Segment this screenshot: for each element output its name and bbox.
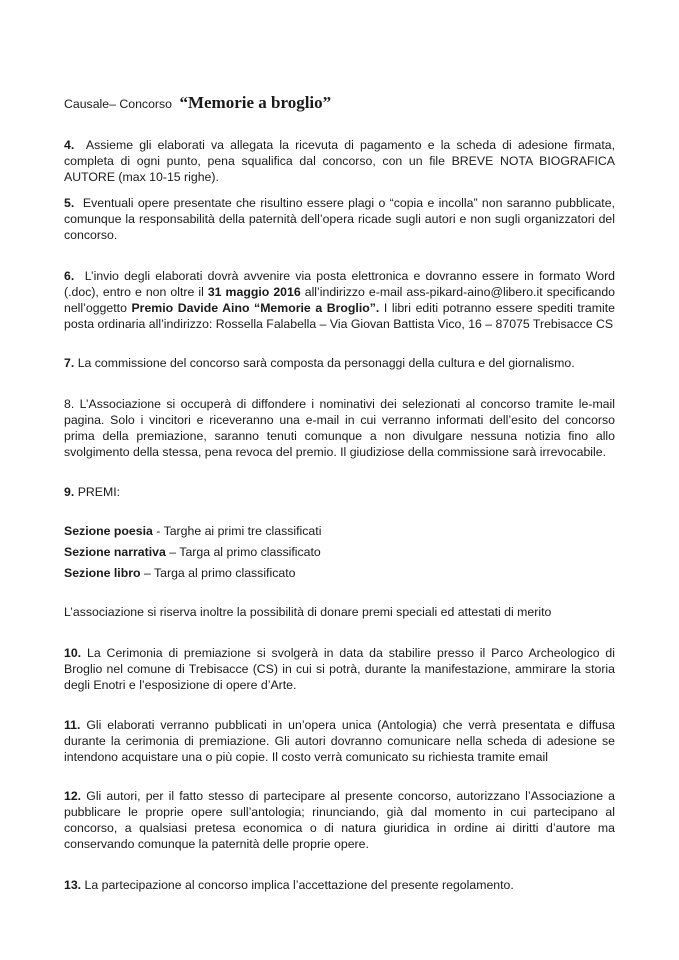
rule-text: PREMI: xyxy=(77,485,121,499)
rule-number: 4. xyxy=(64,138,75,152)
rule-4 xyxy=(64,137,615,185)
prize-section: Sezione narrativa xyxy=(64,545,166,559)
prize-row xyxy=(64,544,321,560)
rule-10 xyxy=(64,645,615,693)
deadline-date: 31 maggio 2016 xyxy=(207,285,301,299)
note-text: L’associazione si riserva inoltre la possibilità di donare premi speciali ed attestati di merito xyxy=(64,605,552,619)
prize-row xyxy=(64,565,295,581)
rule-text: 8. L’Associazione si occuperà di diffondere i nominativi dei selezionati al concorso tramite le-mail pagina. Solo i vincitori e riceveranno una e-mail in cui verranno informati dell’esito del concorso prima della premiazione, saranno tenuti comunque a non divulgare nessuna notizia fino allo svolgimento della stessa, pena revoca del premio. Il giudiziose della commissione sarà irrevocabile. xyxy=(64,397,615,459)
prize-section: Sezione libro xyxy=(64,566,141,580)
prize-description: Targa al primo classificato xyxy=(153,566,296,580)
rule-number: 10. xyxy=(64,646,82,660)
rule-text-part2: all’indirizzo e-mail ass-pikard-aino@libero.it specificando nell’oggetto xyxy=(64,285,616,315)
rule-5 xyxy=(64,195,615,243)
prize-description: Targa al primo classificato xyxy=(179,545,321,559)
email-subject: Premio Davide Aino “Memorie a Broglio”. xyxy=(131,301,380,315)
rule-text: La partecipazione al concorso implica l’accettazione del presente regolamento. xyxy=(84,878,514,892)
prize-separator: – xyxy=(165,545,180,559)
special-prizes-note xyxy=(64,604,551,620)
rule-text: Eventuali opere presentate che risultino essere plagi o “copia e incolla” non saranno pubblicate, comunque la responsabilità della paternità dell’opera ricade sugli autori e non sugli organizzatori del concorso. xyxy=(64,196,615,242)
contest-title: “Memorie a broglio” xyxy=(179,93,332,112)
rule-13 xyxy=(64,877,615,893)
heading-prefix: Causale– Concorso xyxy=(64,97,173,111)
rule-number: 12. xyxy=(64,789,82,803)
rule-text-part3: I libri editi potranno essere spediti tramite posta ordinaria all’indirizzo: Rossella Falabella – Via Giovan Battista Vico, 16 – 87075 Trebisacce CS xyxy=(64,301,615,331)
rule-7 xyxy=(64,355,615,371)
prize-separator: – xyxy=(140,566,154,580)
rule-number: 11. xyxy=(64,718,81,732)
rule-number: 7. xyxy=(64,356,75,370)
rule-text: La commissione del concorso sarà composta da personaggi della cultura e del giornalismo. xyxy=(77,356,575,370)
rule-text: Gli elaborati verranno pubblicati in un’opera unica (Antologia) che verrà presentata e diffusa durante la cerimonia di premiazione. Gli autori dovranno comunicare nella scheda di adesione se intendono acquistare una o più copie. Il costo verrà comunicato su richiesta tramite email xyxy=(64,718,616,764)
prize-section: Sezione poesia xyxy=(64,524,153,538)
rule-number: 5. xyxy=(64,196,75,210)
rule-number: 9. xyxy=(64,485,75,499)
rule-6 xyxy=(64,268,615,332)
rule-text: Gli autori, per il fatto stesso di partecipare al presente concorso, autorizzano l’Associazione a pubblicare le proprie opere sull’antologia; rinunciando, già dal momento in cui partecipano al concorso, a qualsiasi pretesa economica o di natura giuridica in ordine ai diritti d’autore ma conservando comunque la paternità delle proprie opere. xyxy=(64,789,616,851)
rule-number: 13. xyxy=(64,878,82,892)
rule-8 xyxy=(64,396,615,460)
prize-row xyxy=(64,523,321,539)
rule-number: 6. xyxy=(64,269,75,283)
rule-12 xyxy=(64,788,615,852)
rule-9 xyxy=(64,484,120,500)
page-heading xyxy=(64,95,331,112)
rule-text: La Cerimonia di premiazione si svolgerà in data da stabilire presso il Parco Archeologico di Broglio nel comune di Trebisacce (CS) in cui si potrà, durante la manifestazione, ammirare la storia degli Enotri e l’esposizione di opere d’Arte. xyxy=(64,646,616,692)
rule-text: Assieme gli elaborati va allegata la ricevuta di pagamento e la scheda di adesione firmata, completa di ogni punto, pena squalifica dal concorso, con un file BREVE NOTA BIOGRAFICA AUTORE (max 10-15 righe). xyxy=(64,138,616,184)
prize-separator: - xyxy=(152,524,164,538)
rule-11 xyxy=(64,717,615,765)
prize-description: Targhe ai primi tre classificati xyxy=(163,524,322,538)
rule-text-part1: L’invio degli elaborati dovrà avvenire via posta elettronica e dovranno essere in formato Word (.doc), entro e non oltre il xyxy=(64,269,615,299)
